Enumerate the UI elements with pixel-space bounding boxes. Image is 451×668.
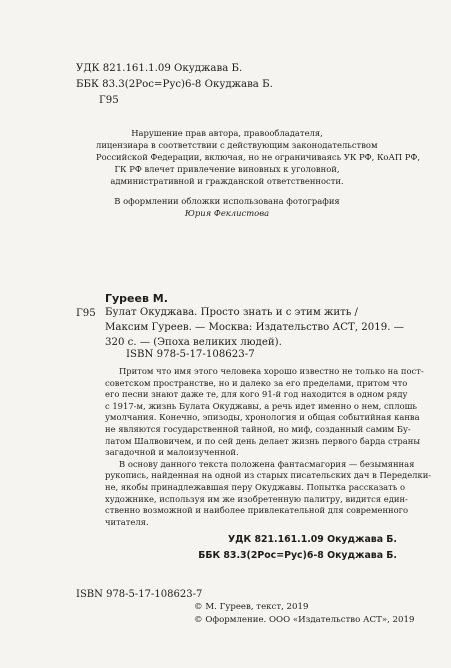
abstract-line: В основу данного текста положена фантасмагория — безымянная <box>119 458 415 469</box>
isbn-footer: ISBN 978-5-17-108623-7 <box>76 589 203 600</box>
bib-line: Максим Гуреев. — Москва: Издательство АСТ, 2019. — <box>105 322 404 333</box>
abstract-line: с 1917-м, жизнь Булата Окуджавы, а речь идет именно о нем, сплошь <box>105 400 417 411</box>
author-mark: Г95 <box>76 308 96 319</box>
cover-note-text: В оформлении обложки использована фотография <box>114 196 340 206</box>
abstract-text <box>105 366 432 528</box>
udk-code-bottom: УДК 821.161.1.09 Окуджава Б. <box>227 534 397 545</box>
author-mark-top: Г95 <box>99 95 119 106</box>
copyright-text: © М. Гуреев, текст, 2019 <box>194 602 309 612</box>
bbk-code-top: ББК 83.3(2Рос=Рус)6-8 Окуджава Б. <box>76 79 273 90</box>
warning-line: Российской Федерации, включая, но не ограничиваясь УК РФ, КоАП РФ, <box>96 152 421 162</box>
isbn-record: ISBN 978-5-17-108623-7 <box>126 349 255 360</box>
warning-line: Нарушение прав автора, правообладателя, <box>131 128 323 138</box>
abstract-line: советском пространстве, но и далеко за его пределами, притом что <box>105 377 408 388</box>
copyright-design: © Оформление. ООО «Издательство АСТ», 2019 <box>194 615 415 625</box>
bib-line: 320 с. — (Эпоха великих людей). <box>105 337 282 348</box>
bib-line: Булат Окуджава. Просто знать и с этим жить / <box>105 307 358 318</box>
abstract-line: Притом что имя этого человека хорошо известно не только на пост- <box>119 366 424 376</box>
cover-note <box>96 195 358 219</box>
abstract-line: умолчания. Конечно, эпизоды, хронология и общая событийная канва <box>105 412 420 423</box>
warning-line: административной и гражданской ответственности. <box>110 176 344 186</box>
photographer-name: Юрия Феклистова <box>184 208 270 218</box>
abstract-line: латом Шалвовичем, и по сей день делает жизнь первого барда страны <box>105 435 420 446</box>
abstract-line: ственно возможной и наиболее привлекательной для современного <box>105 505 409 516</box>
author-heading: Гуреев М. <box>105 292 168 305</box>
abstract-line: рукопись, найденная на одной из старых писательских дач в Переделки- <box>105 470 432 481</box>
bbk-code-bottom: ББК 83.3(2Рос=Рус)6-8 Окуджава Б. <box>198 550 397 561</box>
abstract-line: загадочной и малоизученной. <box>105 447 239 458</box>
abstract-line: не, якобы принадлежавшая перу Окуджавы. Попытка рассказать о <box>105 481 406 492</box>
bibliographic-description <box>105 305 404 350</box>
udk-code-top: УДК 821.161.1.09 Окуджава Б. <box>76 63 243 74</box>
warning-line: лицензиара в соответствии с действующим законодательством <box>96 140 378 150</box>
copyright-warning <box>96 127 421 187</box>
abstract-line: читателя. <box>105 516 149 527</box>
abstract-line: не являются государственной тайной, но миф, созданный самим Бу- <box>105 423 411 434</box>
abstract-line: художнике, используя им же изобретенную палитру, видится един- <box>105 493 408 504</box>
abstract-line: его песни знают даже те, для кого 91-й год находится в одном ряду <box>105 389 408 400</box>
warning-line: ГК РФ влечет привлечение виновных к уголовной, <box>114 164 340 174</box>
